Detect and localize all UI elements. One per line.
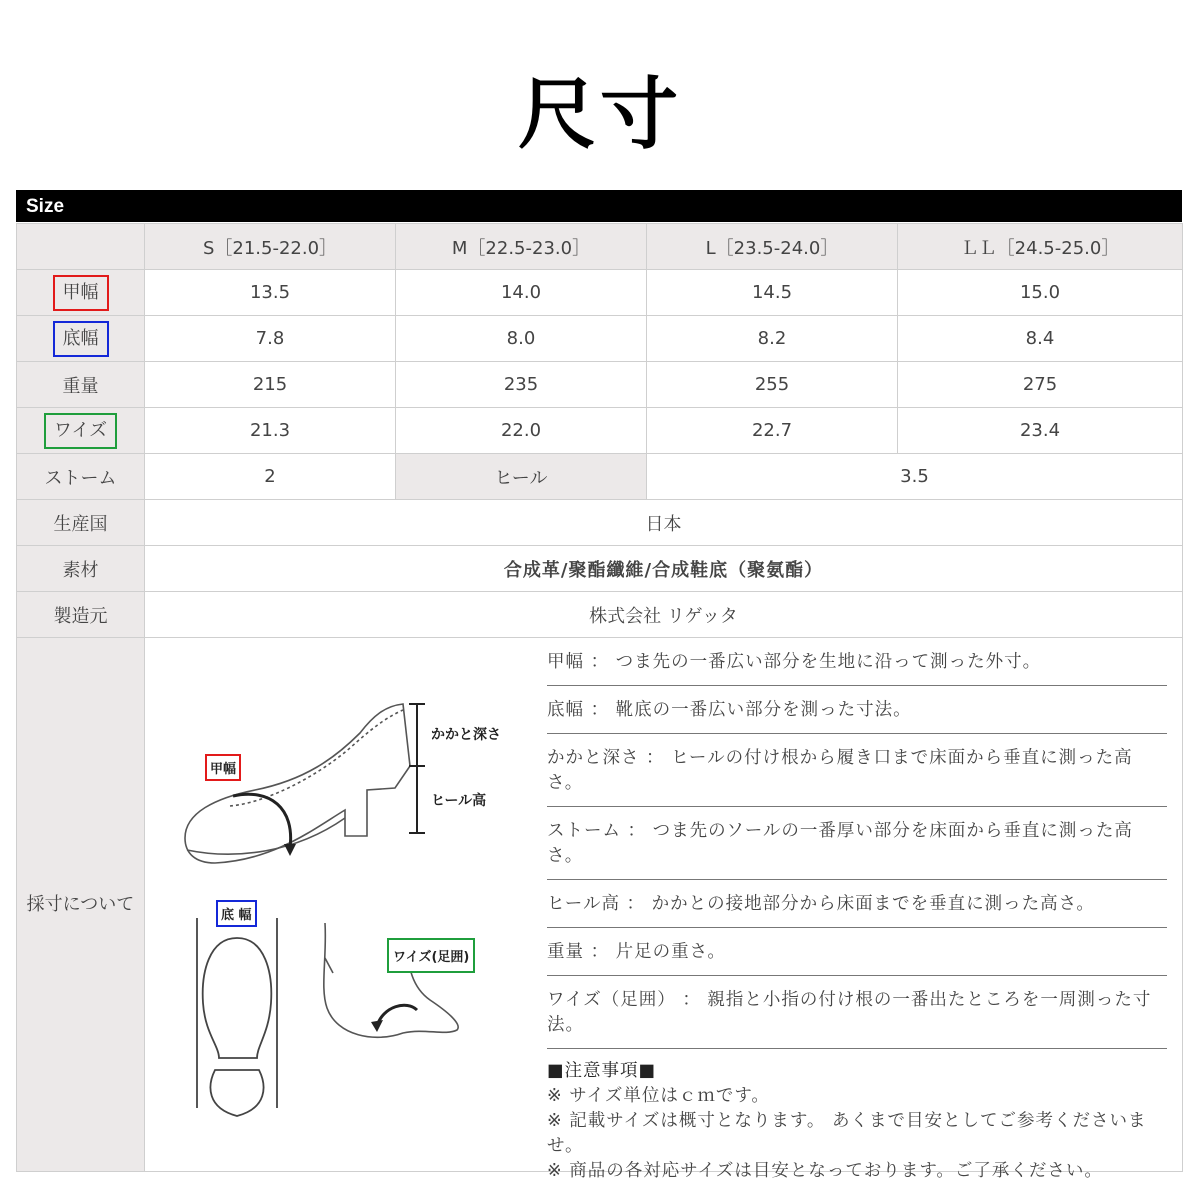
sole-drawing [197, 918, 277, 1116]
definition-item: 重量 ： 片足の重さ。 [547, 928, 1167, 976]
sole-width-diagram-label: 底 幅 [216, 900, 257, 927]
table-cell: 23.4 [898, 408, 1183, 454]
table-cell: 14.0 [396, 270, 647, 316]
wise-diagram-label: ワイズ(足囲) [387, 938, 475, 973]
table-cell: 14.5 [647, 270, 898, 316]
page-title: 尺寸 [517, 70, 682, 160]
instep-label-box: 甲幅 [53, 275, 109, 311]
row-label-instep [17, 270, 145, 316]
table-row [17, 270, 1183, 316]
instep-arrow-head [284, 844, 296, 856]
material-value: 合成革/聚酯纖維/合成鞋底（聚氨酯） [145, 546, 1183, 592]
heel-height-diagram-label: ヒール高 [431, 793, 487, 809]
size-table [16, 223, 1183, 1181]
measure-section [145, 638, 1182, 1181]
table-cell: 8.0 [396, 316, 647, 362]
table-row [17, 546, 1183, 592]
corner-cell [17, 224, 145, 270]
definition-item: かかと深さ ： ヒールの付け根から履き口まで床面から垂直に測った高さ。 [547, 734, 1167, 807]
storm-value: 2 [145, 454, 396, 500]
wise-arrow-head [371, 1020, 383, 1032]
table-cell: 15.0 [898, 270, 1183, 316]
definition-item: ワイズ（足囲） ： 親指と小指の付け根の一番出たところを一周測った寸法。 [547, 976, 1167, 1049]
instep-diagram-label: 甲幅 [205, 754, 241, 781]
table-cell: 21.3 [145, 408, 396, 454]
row-label-wise [17, 408, 145, 454]
row-label-material: 素材 [17, 546, 145, 592]
table-cell: 215 [145, 362, 396, 408]
heel-depth-diagram-label: かかと深さ [431, 727, 501, 743]
shoe-diagram-svg [145, 638, 535, 1171]
note-line: ※ 記載サイズは概寸となります。 あくまで目安としてご参考くださいませ。 [547, 1111, 1147, 1156]
table-cell: 22.7 [647, 408, 898, 454]
size-col-m: M［22.5-23.0］ [396, 224, 647, 270]
row-label-storm: ストーム [17, 454, 145, 500]
table-row [17, 408, 1183, 454]
row-label-origin: 生産国 [17, 500, 145, 546]
size-header-row [17, 224, 1183, 270]
origin-value: 日本 [145, 500, 1183, 546]
wise-arrow [377, 1005, 417, 1026]
table-cell: 8.2 [647, 316, 898, 362]
heel-value: 3.5 [647, 454, 1183, 500]
note-line: ※ サイズ単位はｃｍです。 [547, 1086, 770, 1106]
row-label-weight: 重量 [17, 362, 145, 408]
table-cell: 7.8 [145, 316, 396, 362]
table-cell: 22.0 [396, 408, 647, 454]
definition-item: 底幅 ： 靴底の一番広い部分を測った寸法。 [547, 686, 1167, 734]
maker-value: 株式会社 リゲッタ [145, 592, 1183, 638]
table-row [17, 362, 1183, 408]
table-row [17, 454, 1183, 500]
definitions-list [547, 638, 1167, 1184]
table-cell: 13.5 [145, 270, 396, 316]
shoe-illustration [145, 638, 535, 1171]
table-cell: 8.4 [898, 316, 1183, 362]
table-row [17, 316, 1183, 362]
wise-label-box: ワイズ [44, 413, 117, 449]
pump-shoe-drawing [185, 704, 410, 863]
measure-row [17, 638, 1183, 1172]
size-col-s: S［21.5-22.0］ [145, 224, 396, 270]
sole-label-box: 底幅 [53, 321, 109, 357]
instep-arrow [233, 794, 291, 848]
notes-title: ■注意事項■ [547, 1061, 657, 1081]
size-col-ll: ＬＬ［24.5-25.0］ [898, 224, 1183, 270]
row-label-measure: 採寸について [17, 638, 145, 1172]
table-cell: 275 [898, 362, 1183, 408]
notes-block [547, 1049, 1167, 1184]
note-line: ※ 商品の各対応サイズは目安となっております。ご了承ください。 [547, 1161, 1103, 1181]
heel-label: ヒール [396, 454, 647, 500]
size-table-caption: Size [16, 190, 1182, 222]
table-cell: 255 [647, 362, 898, 408]
row-label-maker: 製造元 [17, 592, 145, 638]
table-row [17, 592, 1183, 638]
table-cell: 235 [396, 362, 647, 408]
definition-item: ストーム ： つま先のソールの一番厚い部分を床面から垂直に測った高さ。 [547, 807, 1167, 880]
size-col-l: L［23.5-24.0］ [647, 224, 898, 270]
row-label-sole-width [17, 316, 145, 362]
table-row [17, 500, 1183, 546]
definition-item: 甲幅 ： つま先の一番広い部分を生地に沿って測った外寸。 [547, 638, 1167, 686]
definition-item: ヒール高 ： かかとの接地部分から床面までを垂直に測った高さ。 [547, 880, 1167, 928]
